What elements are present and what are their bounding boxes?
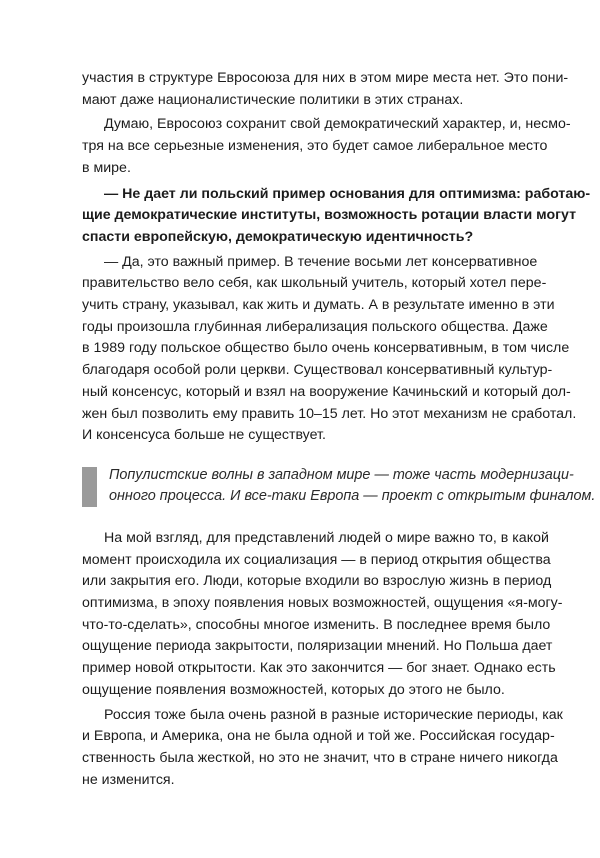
text-line: спасти европейскую, демократическую идентичность? bbox=[82, 228, 474, 245]
interview-question bbox=[82, 184, 591, 249]
text-line: ный консенсус, который и взял на вооружение Качиньский и который дол- bbox=[82, 383, 571, 400]
paragraph-4 bbox=[82, 528, 563, 702]
paragraph-5 bbox=[82, 705, 563, 792]
text-line: Россия тоже была очень разной в разные исторические периоды, как bbox=[104, 706, 563, 723]
book-page bbox=[82, 68, 596, 791]
text-line: Популистские волны в западном мире — тоже часть модернизаци- bbox=[109, 466, 574, 483]
text-line: или закрытия его. Люди, которые входили во взрослую жизнь в период bbox=[82, 573, 552, 590]
text-line: что-то-сделать», способны многое изменить. В последнее время было bbox=[82, 616, 551, 633]
text-line: онного процесса. И все-таки Европа — проект с открытым финалом. bbox=[109, 488, 596, 505]
text-line: ощущение появления возможностей, которых до этого не было. bbox=[82, 681, 505, 698]
pull-quote-bar bbox=[82, 467, 97, 507]
text-line: И консенсуса больше не существует. bbox=[82, 427, 326, 444]
text-line: тря на все серьезные изменения, это будет самое либеральное место bbox=[82, 138, 548, 155]
text-line: Думаю, Евросоюз сохранит свой демократический характер, и, несмо- bbox=[104, 116, 571, 133]
answer-paragraph bbox=[82, 252, 577, 447]
pull-quote-text bbox=[109, 465, 596, 508]
pull-quote bbox=[82, 465, 596, 508]
text-line: благодаря особой роли церкви. Существовал консервативный культур- bbox=[82, 362, 553, 379]
paragraph-2 bbox=[82, 114, 571, 179]
text-line: На мой взгляд, для представлений людей о мире важно то, в какой bbox=[104, 529, 549, 546]
text-line: в 1989 году польское общество было очень консервативным, в том числе bbox=[82, 340, 570, 357]
text-line: правительство вело себя, как школьный учитель, который хотел пере- bbox=[82, 275, 547, 292]
text-line: ственность была жесткой, но это не значит, что в стране ничего никогда bbox=[82, 749, 558, 766]
text-line: момент происходила их социализация — в период открытия общества bbox=[82, 551, 551, 568]
text-line: — Да, это важный пример. В течение восьми лет консервативное bbox=[104, 253, 538, 270]
text-line: не изменится. bbox=[82, 771, 175, 788]
text-line: пример новой открытости. Как это закончится — бог знает. Однако есть bbox=[82, 660, 556, 677]
text-line: в мире. bbox=[82, 159, 131, 176]
paragraph-1 bbox=[82, 68, 569, 111]
text-line: жен был позволить ему править 10–15 лет. Но этот механизм не сработал. bbox=[82, 405, 577, 422]
text-line: годы произошла глубинная либерализация польского общества. Даже bbox=[82, 318, 548, 335]
text-line: и Европа, и Америка, она не была одной и той же. Российская государ- bbox=[82, 728, 555, 745]
text-line: щие демократические институты, возможность ротации власти могут bbox=[82, 207, 577, 224]
text-line: — Не дает ли польский пример основания для оптимизма: работаю- bbox=[104, 185, 591, 202]
text-line: оптимизма, в эпоху появления новых возможностей, ощущения «я-могу- bbox=[82, 595, 563, 612]
text-line: мают даже националистические политики в этих странах. bbox=[82, 91, 464, 108]
text-line: участия в структуре Евросоюза для них в этом мире места нет. Это пони- bbox=[82, 70, 569, 86]
text-line: учить страну, указывал, как жить и думать. А в результате именно в эти bbox=[82, 297, 555, 314]
text-line: ощущение периода закрытости, поляризации мнений. Но Польша дает bbox=[82, 638, 553, 655]
